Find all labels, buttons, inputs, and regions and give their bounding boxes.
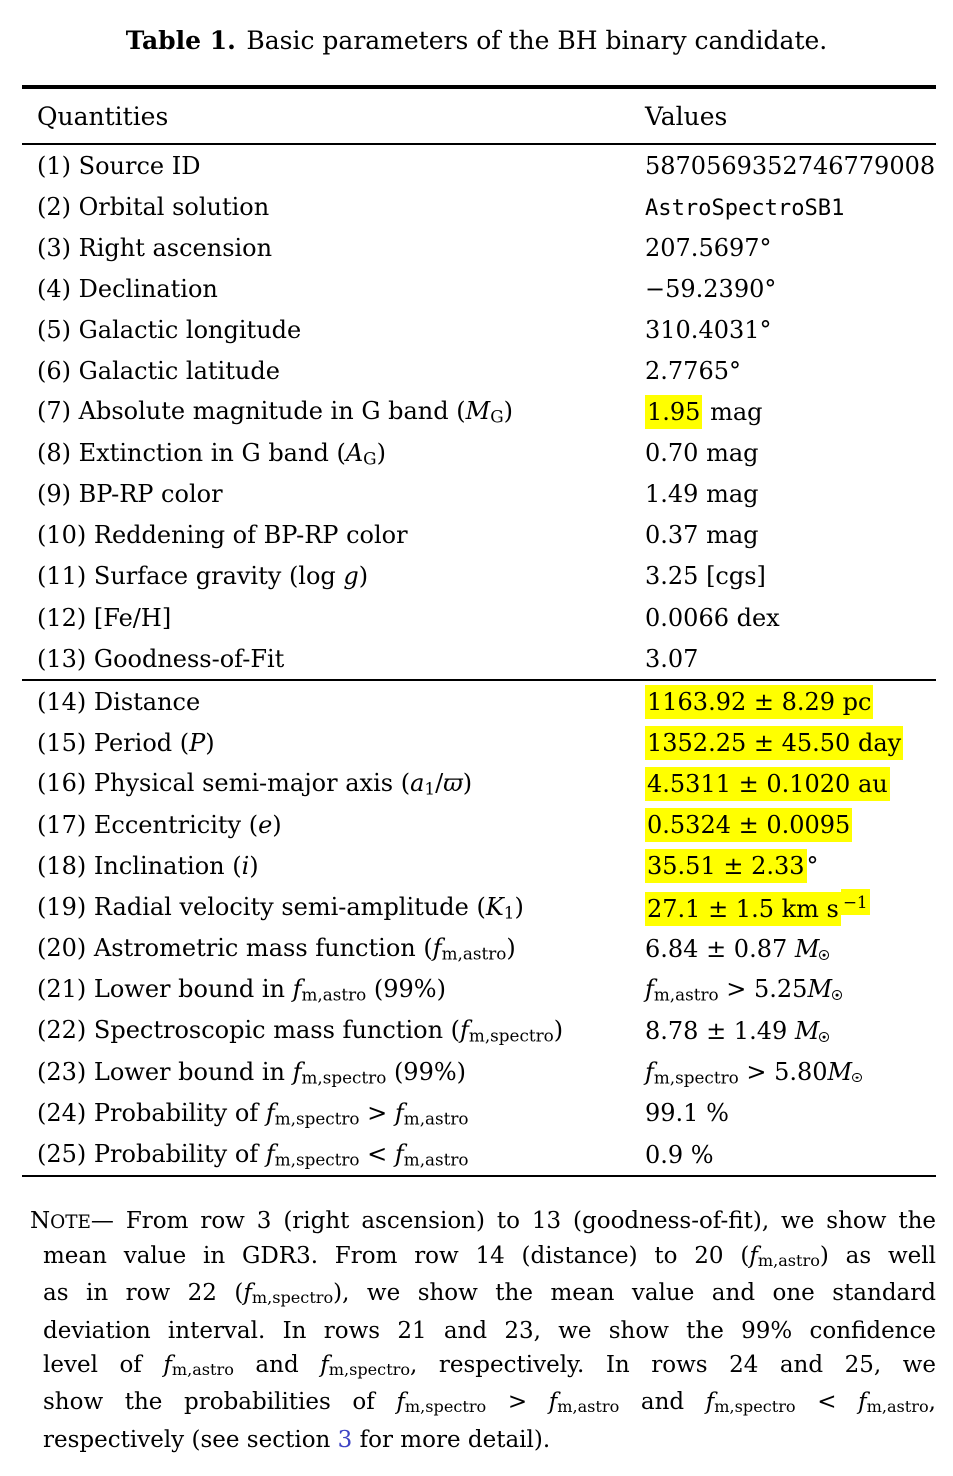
text-segment: m,astro xyxy=(441,943,507,964)
text-segment: ) xyxy=(205,728,215,757)
table-row xyxy=(22,1093,936,1134)
row-label xyxy=(22,316,645,344)
text-segment: as in row 22 ( xyxy=(43,1280,244,1307)
text-segment: f xyxy=(858,1389,867,1416)
row-label xyxy=(22,811,645,839)
text-segment: m,astro xyxy=(403,1108,469,1129)
row-label xyxy=(22,729,645,757)
row-value xyxy=(645,1017,936,1045)
text-segment: m,spectro xyxy=(274,1149,360,1170)
table-rule-bottom xyxy=(22,1175,936,1177)
table-row xyxy=(22,681,936,722)
text-segment: m,astro xyxy=(653,984,719,1005)
text-segment: m,spectro xyxy=(714,1397,796,1417)
text-segment: m,astro xyxy=(866,1397,929,1417)
text-segment: > 5.25 xyxy=(718,975,808,1004)
text-segment: f xyxy=(432,934,442,963)
text-segment: A xyxy=(345,438,364,467)
table-row xyxy=(22,969,936,1010)
text-segment: Table 1. xyxy=(125,26,236,55)
text-segment: ° xyxy=(806,852,819,881)
text-segment: 0.70 mag xyxy=(645,439,759,468)
highlighted-value: 1163.92 ± 8.29 pc xyxy=(645,685,873,719)
text-segment: (12) [Fe/H] xyxy=(37,603,172,632)
row-value xyxy=(645,316,936,344)
row-value xyxy=(645,852,936,880)
text-segment: m,spectro xyxy=(274,1108,360,1129)
table-row xyxy=(22,227,936,268)
note-line xyxy=(30,1205,936,1240)
text-segment: < xyxy=(359,1139,395,1168)
text-segment: M xyxy=(807,975,833,1004)
text-segment: mean value in GDR3. From row 14 (distance) to 20 ( xyxy=(43,1242,750,1269)
text-segment: (14) Distance xyxy=(37,687,201,716)
text-segment: 1 xyxy=(503,902,515,923)
text-segment: (3) Right ascension xyxy=(37,233,273,262)
text-segment: m,astro xyxy=(301,984,367,1005)
text-segment: ϖ xyxy=(443,769,463,798)
row-value xyxy=(645,811,936,839)
table-row xyxy=(22,515,936,556)
text-segment: 8.78 ± 1.49 xyxy=(645,1017,795,1046)
text-segment: (23) Lower bound in xyxy=(37,1057,293,1086)
text-segment: for more detail). xyxy=(352,1426,551,1453)
row-value xyxy=(645,1141,936,1169)
text-segment: (2) Orbital solution xyxy=(37,192,270,221)
text-segment: g xyxy=(343,562,359,591)
text-segment: (15) Period ( xyxy=(37,728,190,757)
text-segment: m,spectro xyxy=(301,1066,387,1087)
text-segment: ) as well xyxy=(819,1242,936,1269)
text-segment: f xyxy=(749,1242,758,1269)
table-row xyxy=(22,268,936,309)
row-value xyxy=(645,480,936,508)
text-segment: ) xyxy=(249,852,259,881)
row-label xyxy=(22,1016,645,1045)
text-segment: 3.07 xyxy=(645,644,699,673)
text-segment: (19) Radial velocity semi-amplitude ( xyxy=(37,892,486,921)
row-value xyxy=(645,892,936,923)
text-segment: (1) Source ID xyxy=(37,151,201,180)
text-segment: f xyxy=(645,975,654,1004)
text-segment: , respectively. In rows 24 and 25, we xyxy=(410,1351,936,1378)
highlighted-value: 1.95 xyxy=(645,395,702,429)
row-value xyxy=(645,193,936,221)
text-segment: m,spectro xyxy=(251,1288,334,1308)
note-line xyxy=(30,1277,936,1315)
table-row xyxy=(22,433,936,474)
text-segment: 0.0066 dex xyxy=(645,603,780,632)
highlighted-value: 1352.25 ± 45.50 day xyxy=(645,726,903,760)
text-segment: (20) Astrometric mass function ( xyxy=(37,934,433,963)
row-value xyxy=(645,729,936,757)
row-label xyxy=(22,604,645,632)
text-segment: > 5.80 xyxy=(738,1057,828,1086)
text-segment: 6.84 ± 0.87 xyxy=(645,934,795,963)
text-segment: deviation interval. In rows 21 and 23, we show the 99% confidence xyxy=(43,1318,936,1345)
note-line xyxy=(30,1240,936,1278)
row-value xyxy=(645,562,936,590)
text-segment: 1 xyxy=(424,778,436,799)
row-value xyxy=(645,398,936,426)
text-segment: and xyxy=(233,1351,321,1378)
text-segment: f xyxy=(394,1098,404,1127)
row-value xyxy=(645,152,936,180)
text-segment: show the probabilities of xyxy=(43,1389,397,1416)
text-segment: ) xyxy=(462,769,473,798)
row-label xyxy=(22,769,645,798)
text-segment: mag xyxy=(702,398,763,427)
row-label xyxy=(22,645,645,673)
note-line xyxy=(30,1386,936,1424)
row-label xyxy=(22,357,645,385)
text-segment: a xyxy=(410,769,425,798)
highlighted-value: −1 xyxy=(841,889,870,915)
text-segment: (25) Probability of xyxy=(37,1139,266,1168)
text-segment: (11) Surface gravity (log xyxy=(37,562,344,591)
text-segment: AstroSpectroSB1 xyxy=(645,195,845,221)
text-segment: ) xyxy=(503,397,513,426)
text-segment: N xyxy=(30,1208,51,1235)
row-label xyxy=(22,852,645,880)
text-segment: f xyxy=(705,1389,715,1416)
text-segment: m,spectro xyxy=(404,1397,487,1417)
text-segment: m,spectro xyxy=(468,1025,554,1046)
sun-symbol-icon xyxy=(819,1032,829,1042)
text-segment: 310.4031° xyxy=(645,315,772,344)
row-label xyxy=(22,893,645,922)
row-label xyxy=(22,1099,645,1128)
text-segment: — From row 3 (right ascension) to 13 (goodness-of-fit), we show the xyxy=(90,1208,936,1235)
text-segment: G xyxy=(490,406,504,427)
text-segment: < xyxy=(795,1389,859,1416)
header-values: Values xyxy=(645,101,728,131)
table-row xyxy=(22,846,936,887)
row-label xyxy=(22,152,645,180)
text-segment: 0.37 mag xyxy=(645,521,759,550)
text-segment: / xyxy=(435,769,444,798)
table-row xyxy=(22,186,936,227)
text-segment: (21) Lower bound in xyxy=(37,975,293,1004)
text-segment: (13) Goodness-of-Fit xyxy=(37,644,285,673)
row-value xyxy=(645,770,936,798)
text-segment: m,spectro xyxy=(328,1359,411,1379)
text-segment: f xyxy=(243,1280,252,1307)
table-row xyxy=(22,1052,936,1093)
text-segment: OTE xyxy=(50,1212,91,1234)
text-segment: P xyxy=(189,728,206,757)
text-segment: i xyxy=(241,852,250,881)
text-segment: (5) Galactic longitude xyxy=(37,315,302,344)
text-segment: 2.7765° xyxy=(645,357,741,386)
row-value xyxy=(645,234,936,262)
text-segment: > xyxy=(486,1389,549,1416)
row-label xyxy=(22,975,645,1004)
text-segment: m,astro xyxy=(171,1359,234,1379)
text-segment: (7) Absolute magnitude in G band ( xyxy=(37,397,466,426)
text-segment: −59.2390° xyxy=(645,274,777,303)
highlighted-value: 27.1 ± 1.5 km s xyxy=(645,892,841,926)
table-row xyxy=(22,556,936,597)
row-value xyxy=(645,935,936,963)
highlighted-value: 4.5311 ± 0.1020 au xyxy=(645,767,890,801)
row-label xyxy=(22,1140,645,1169)
note-line xyxy=(30,1349,936,1387)
row-value xyxy=(645,275,936,303)
row-value xyxy=(645,975,936,1004)
sun-symbol-icon xyxy=(819,950,829,960)
row-label xyxy=(22,234,645,262)
row-label xyxy=(22,480,645,508)
text-segment: f xyxy=(394,1139,404,1168)
row-value xyxy=(645,439,936,467)
row-label xyxy=(22,562,645,590)
text-segment: (4) Declination xyxy=(37,274,218,303)
text-segment: K xyxy=(485,892,504,921)
row-value xyxy=(645,1099,936,1127)
text-segment: f xyxy=(548,1389,558,1416)
text-segment: (24) Probability of xyxy=(37,1098,266,1127)
text-segment: respectively (see section xyxy=(43,1426,338,1453)
text-segment: f xyxy=(320,1351,329,1378)
note-line xyxy=(30,1424,936,1458)
text-segment: (99%) xyxy=(386,1057,467,1086)
text-segment: ) xyxy=(514,892,524,921)
table-row xyxy=(22,638,936,679)
row-label xyxy=(22,521,645,549)
text-segment: m,astro xyxy=(757,1250,820,1270)
text-segment: f xyxy=(163,1351,172,1378)
text-segment: (99%) xyxy=(366,975,446,1004)
text-segment: 99.1 % xyxy=(645,1099,729,1128)
text-segment: ) xyxy=(358,562,369,591)
row-value xyxy=(645,521,936,549)
text-segment: 0.9 % xyxy=(645,1140,714,1169)
text-segment: 1.49 mag xyxy=(645,480,759,509)
text-segment: (8) Extinction in G band ( xyxy=(37,438,346,467)
text-segment: f xyxy=(396,1389,405,1416)
sun-symbol-icon xyxy=(832,990,842,1000)
table-row xyxy=(22,722,936,763)
table-row xyxy=(22,145,936,186)
table-row xyxy=(22,928,936,969)
row-label xyxy=(22,1058,645,1087)
table-row xyxy=(22,1010,936,1051)
text-segment: M xyxy=(465,397,491,426)
text-segment: 3.25 [cgs] xyxy=(645,562,766,591)
table-row xyxy=(22,764,936,805)
text-segment: f xyxy=(292,975,302,1004)
text-segment: m,astro xyxy=(557,1397,620,1417)
section-link[interactable]: 3 xyxy=(337,1426,353,1453)
text-segment: (6) Galactic latitude xyxy=(37,357,280,386)
table-row xyxy=(22,887,936,928)
highlighted-value: 35.51 ± 2.33 xyxy=(645,849,807,883)
text-segment: 5870569352746779008 xyxy=(645,151,936,180)
text-segment: (18) Inclination ( xyxy=(37,852,242,881)
row-label xyxy=(22,934,645,963)
text-segment: (9) BP-RP color xyxy=(37,480,223,509)
text-segment: ) xyxy=(553,1016,564,1045)
text-segment: (17) Eccentricity ( xyxy=(37,811,259,840)
note-line xyxy=(30,1315,936,1349)
row-label xyxy=(22,397,645,426)
text-segment: (22) Spectroscopic mass function ( xyxy=(37,1016,461,1045)
table-row xyxy=(22,474,936,515)
sun-symbol-icon xyxy=(852,1073,862,1083)
text-segment: ) xyxy=(272,811,282,840)
row-value xyxy=(645,645,936,673)
text-segment: f xyxy=(292,1057,302,1086)
table-row xyxy=(22,309,936,350)
text-segment: level of xyxy=(43,1351,164,1378)
row-value xyxy=(645,604,936,632)
text-segment: M xyxy=(827,1057,853,1086)
table-note xyxy=(30,1205,936,1457)
table-row xyxy=(22,597,936,638)
table-row xyxy=(22,350,936,391)
text-segment: , xyxy=(928,1389,936,1416)
text-segment: ) xyxy=(506,934,516,963)
row-value xyxy=(645,357,936,385)
text-segment: f xyxy=(265,1098,275,1127)
text-segment: f xyxy=(265,1139,275,1168)
text-segment: 207.5697° xyxy=(645,233,772,262)
text-segment: ) xyxy=(376,438,386,467)
text-segment: G xyxy=(363,447,377,468)
text-segment: M xyxy=(794,1017,820,1046)
row-label xyxy=(22,439,645,468)
row-label xyxy=(22,688,645,716)
row-label xyxy=(22,193,645,221)
table-body-top xyxy=(22,145,936,679)
text-segment: (16) Physical semi-major axis ( xyxy=(37,769,411,798)
table-body-bottom xyxy=(22,681,936,1175)
text-segment: m,astro xyxy=(403,1149,469,1170)
text-segment: Basic parameters of the BH binary candidate. xyxy=(246,26,828,55)
row-value xyxy=(645,1058,936,1087)
text-segment: and xyxy=(619,1389,706,1416)
table-row xyxy=(22,392,936,433)
text-segment: (10) Reddening of BP-RP color xyxy=(37,521,408,550)
text-segment: e xyxy=(258,811,273,840)
text-segment: f xyxy=(645,1057,654,1086)
table-row xyxy=(22,805,936,846)
row-label xyxy=(22,275,645,303)
highlighted-value: 0.5324 ± 0.0095 xyxy=(645,808,852,842)
row-value xyxy=(645,688,936,716)
parameters-table xyxy=(22,85,936,1177)
table-title xyxy=(0,24,953,58)
text-segment: m,spectro xyxy=(653,1066,739,1087)
table-header xyxy=(22,89,936,143)
text-segment: ), we show the mean value and one standard xyxy=(333,1280,936,1307)
text-segment: M xyxy=(794,934,820,963)
text-segment: f xyxy=(460,1016,469,1045)
text-segment: > xyxy=(359,1098,395,1127)
header-quantities: Quantities xyxy=(37,101,169,131)
table-row xyxy=(22,1134,936,1175)
